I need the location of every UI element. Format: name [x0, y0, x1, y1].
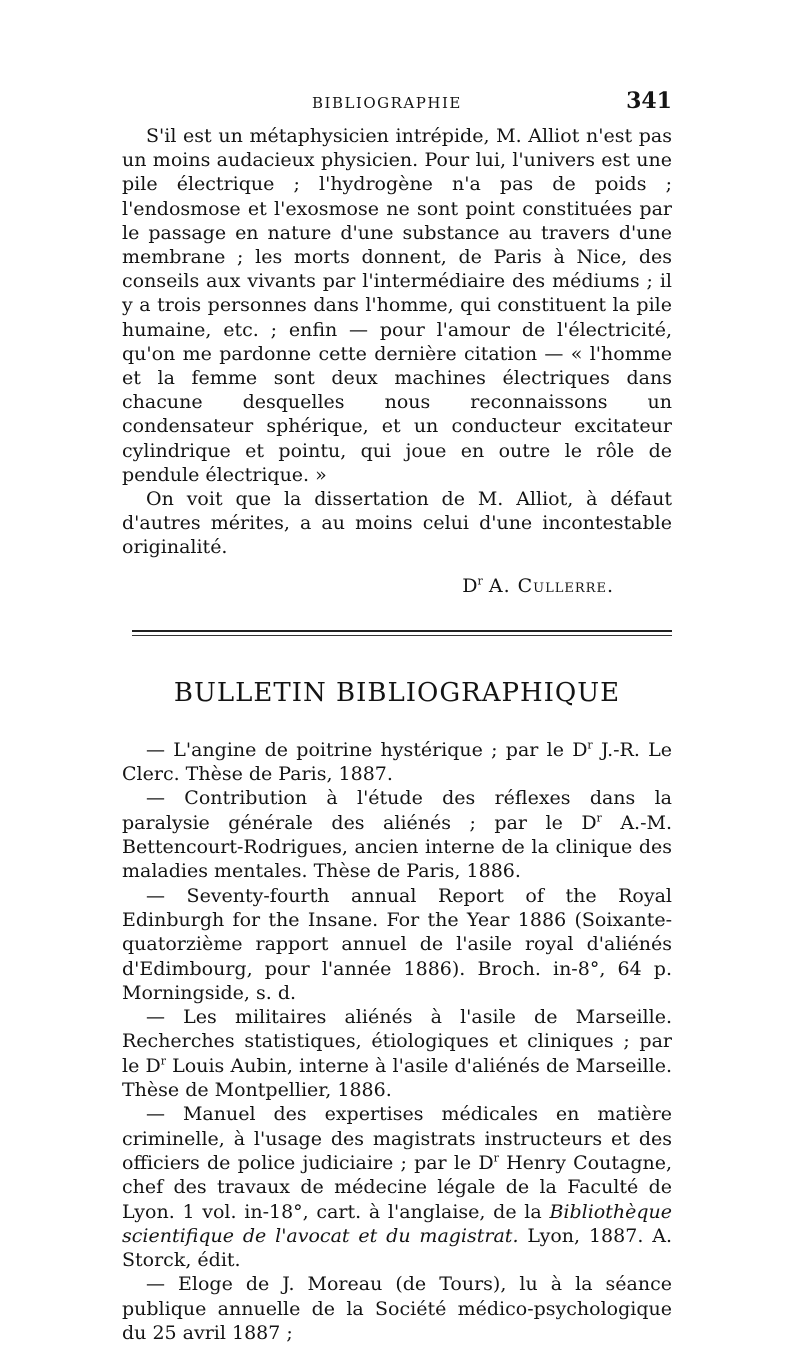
page-header [122, 88, 672, 118]
bibliography-entry: — Eloge de J. Moreau (de Tours), lu à la séance publique annuelle de la Société médico-psychologique du 25 avril 1887 ; [122, 1273, 672, 1344]
divider-thin-line [132, 635, 672, 636]
author-signature [122, 574, 614, 598]
divider-thick-line [132, 630, 672, 632]
bibliography-entry: — Les militaires aliénés à l'asile de Marseille. Recherches statistiques, étiologiques et cliniques ; par le $D^r$ Louis Aubin, interne à l'asile d'aliénés de Marseille. Thèse de Montpellier, 1886. [122, 1006, 672, 1102]
series-title: Bibliothèque scientifique de l'avocat et du magistrat. [122, 1200, 672, 1247]
signature-sup: r [477, 574, 483, 588]
bibliography-entry: — Seventy-fourth annual Report of the Royal Edinburgh for the Insane. For the Year 1886 (Soixante-quatorzième rapport annuel de l'asile royal d'aliénés d'Edimbourg, pour l'année 1886). Broch. in-8°, 64 p. Morningside, s. d. [122, 884, 672, 1004]
bibliography-entry: — Manuel des expertises médicales en matière criminelle, à l'usage des magistrats instructeurs et des officiers de police judiciaire ; par le $D^r$ Henry Coutagne, chef des travaux de médecine légale de la Faculté de Lyon. 1 vol. in-18°, cart. à l'anglaise, de la Bibliothèque scientifique de l'avocat et du magistrat. Lyon, 1887. A. Storck, édit. [122, 1103, 672, 1272]
section-divider [132, 630, 672, 644]
review-paragraph: S'il est un métaphysicien intrépide, M. Alliot n'est pas un moins audacieux physicien. Pour lui, l'univers est une pile électrique ; l'hydrogène n'a pas de poids ; l'endosmose et l'exosmose ne sont point constituées par le passage en nature d'une substance au travers d'une membrane ; les morts donnent, de Paris à Nice, des conseils aux vivants par l'intermédiaire des médiums ; il y a trois personnes dans l'homme, qui constituent la pile humaine, etc. ; enfin — pour l'amour de l'électricité, qu'on me pardonne cette dernière citation — « l'homme et la femme sont deux machines électriques dans chacune desquelles nous reconnaissons un condensateur sphérique, et un conducteur excitateur cylindrique et pointu, qui joue en outre le rôle de pendule électrique. » [122, 125, 672, 486]
signature-name: A. Cullerre. [488, 574, 614, 597]
section-title: BULLETIN BIBLIOGRAPHIQUE [173, 677, 621, 708]
bibliography-entry: — Contribution à l'étude des réflexes dans la paralysie générale des aliénés ; par le $D^r$ A.-M. Bettencourt-Rodrigues, ancien interne de la clinique des maladies mentales. Thèse de Paris, 1886. [122, 787, 672, 883]
page-body [122, 124, 672, 1345]
signature-prefix: D [462, 574, 478, 597]
bibliography-list [122, 738, 672, 1345]
bibliography-entry: — L'angine de poitrine hystérique ; par le $D^r$ J.-R. Le Clerc. Thèse de Paris, 1887. [122, 738, 672, 786]
page-number: 341 [626, 88, 672, 114]
running-head: BIBLIOGRAPHIE [312, 94, 462, 112]
review-paragraph: On voit que la dissertation de M. Alliot, à défaut d'autres mérites, a au moins celui d'une incontestable originalité. [122, 488, 672, 559]
